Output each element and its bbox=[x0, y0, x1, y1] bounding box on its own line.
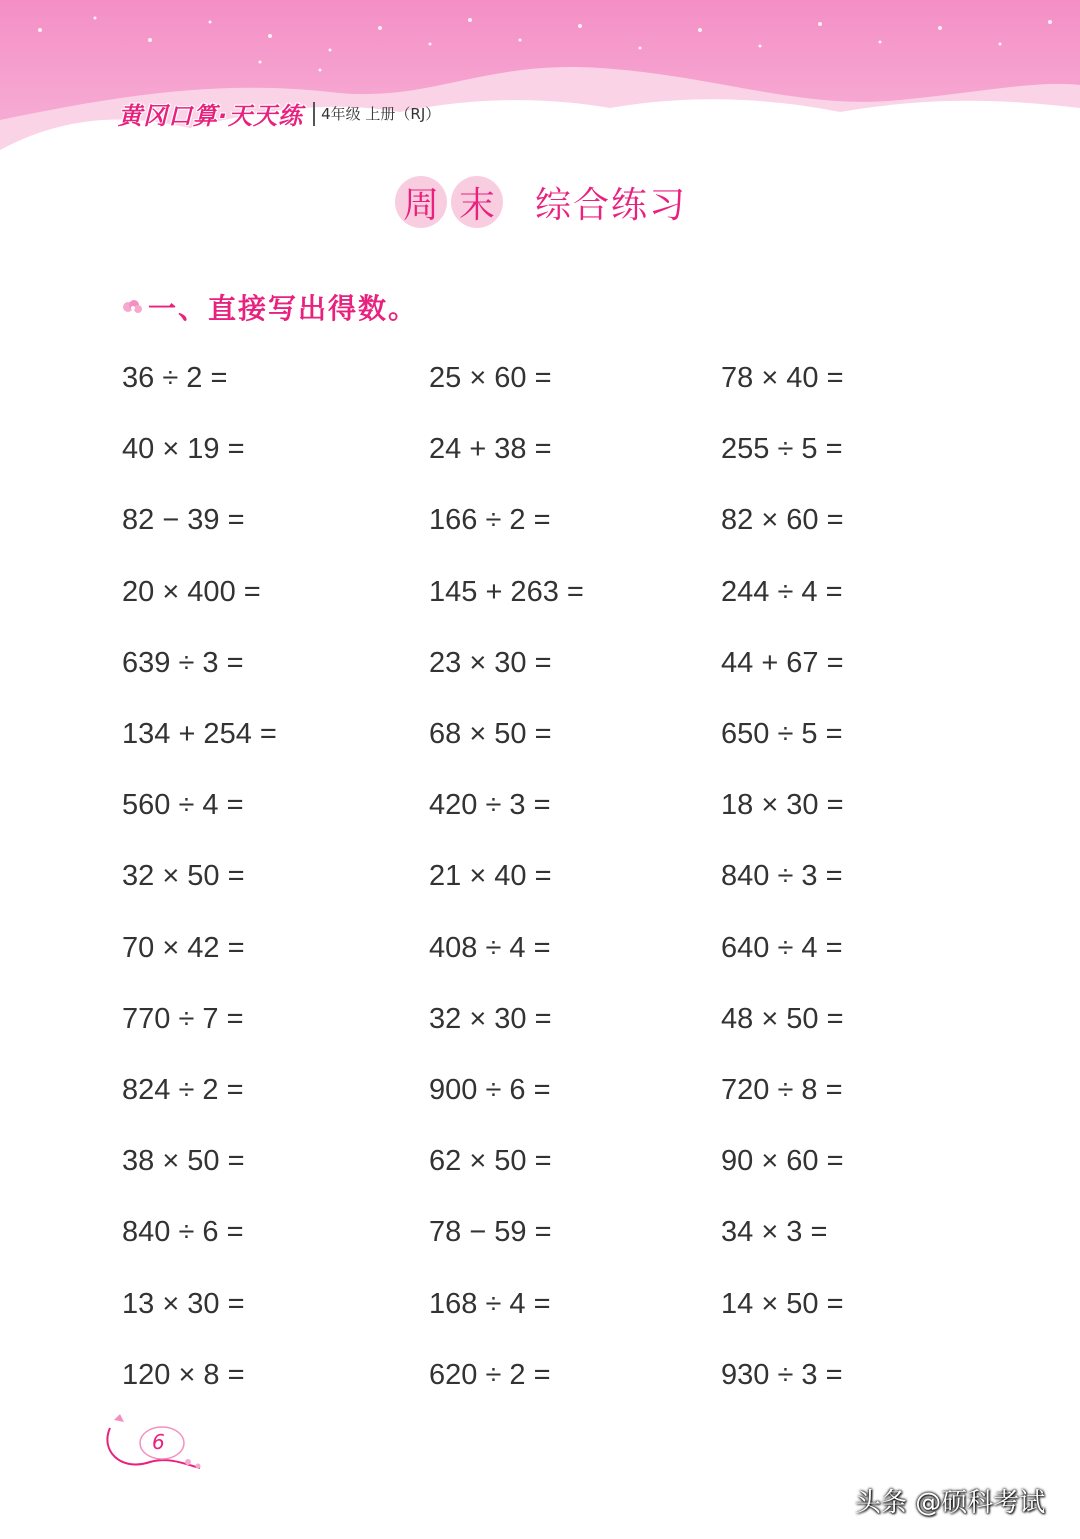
problem-item: 20 × 400 = bbox=[122, 575, 261, 608]
problem-item: 34 × 3 = bbox=[721, 1216, 828, 1249]
watermark: 头条 @硕科考试 bbox=[855, 1488, 1046, 1518]
problem-item: 78 × 40 = bbox=[721, 362, 844, 394]
problem-item: 145 + 263 = bbox=[429, 575, 584, 608]
brand-name: 黄冈口算·天天练 bbox=[118, 102, 304, 130]
problem-item: 244 ÷ 4 = bbox=[721, 575, 843, 608]
problem-item: 24 + 38 = bbox=[429, 433, 552, 466]
problem-item: 650 ÷ 5 = bbox=[721, 718, 843, 750]
problem-item: 770 ÷ 7 = bbox=[122, 1002, 244, 1035]
problem-item: 70 × 42 = bbox=[122, 931, 245, 964]
problem-item: 620 ÷ 2 = bbox=[429, 1358, 551, 1391]
problem-item: 168 ÷ 4 = bbox=[429, 1287, 551, 1320]
problem-item: 166 ÷ 2 = bbox=[429, 504, 551, 537]
problem-item: 930 ÷ 3 = bbox=[721, 1358, 843, 1391]
problem-item: 560 ÷ 4 = bbox=[122, 789, 244, 822]
problem-item: 48 × 50 = bbox=[721, 1002, 844, 1035]
title-badge-1: 周 bbox=[395, 176, 447, 228]
problem-item: 720 ÷ 8 = bbox=[721, 1074, 843, 1106]
problem-item: 36 ÷ 2 = bbox=[122, 362, 228, 394]
problem-item: 82 × 60 = bbox=[721, 504, 844, 537]
problem-item: 21 × 40 = bbox=[429, 860, 552, 893]
problem-item: 40 × 19 = bbox=[122, 433, 245, 466]
section-heading-text: 一、直接写出得数。 bbox=[148, 292, 419, 325]
title-badge-2: 末 bbox=[451, 176, 503, 228]
problem-item: 840 ÷ 6 = bbox=[122, 1216, 244, 1249]
problem-item: 420 ÷ 3 = bbox=[429, 789, 551, 822]
problem-item: 90 × 60 = bbox=[721, 1145, 844, 1178]
problem-item: 32 × 30 = bbox=[429, 1002, 552, 1035]
problem-item: 32 × 50 = bbox=[122, 860, 245, 893]
problem-item: 18 × 30 = bbox=[721, 789, 844, 822]
problem-item: 640 ÷ 4 = bbox=[721, 931, 843, 964]
problem-item: 134 + 254 = bbox=[122, 718, 277, 750]
title-main: 综合练习 bbox=[535, 184, 688, 226]
grade-label: 4年级 上册（RJ） bbox=[321, 105, 441, 123]
problem-item: 840 ÷ 3 = bbox=[721, 860, 843, 893]
problem-item: 408 ÷ 4 = bbox=[429, 931, 551, 964]
problem-item: 13 × 30 = bbox=[122, 1287, 245, 1320]
page-number: 6 bbox=[152, 1430, 165, 1454]
problem-item: 824 ÷ 2 = bbox=[122, 1074, 244, 1106]
problem-item: 120 × 8 = bbox=[122, 1358, 245, 1391]
problem-item: 68 × 50 = bbox=[429, 718, 552, 750]
problem-item: 14 × 50 = bbox=[721, 1287, 844, 1320]
problem-item: 62 × 50 = bbox=[429, 1145, 552, 1178]
problem-item: 82 − 39 = bbox=[122, 504, 245, 537]
problem-item: 38 × 50 = bbox=[122, 1145, 245, 1178]
problem-item: 44 + 67 = bbox=[721, 646, 844, 679]
problem-item: 900 ÷ 6 = bbox=[429, 1074, 551, 1106]
problem-item: 25 × 60 = bbox=[429, 362, 552, 394]
problem-item: 255 ÷ 5 = bbox=[721, 433, 843, 466]
problem-item: 23 × 30 = bbox=[429, 646, 552, 679]
problem-item: 639 ÷ 3 = bbox=[122, 646, 244, 679]
problem-item: 78 − 59 = bbox=[429, 1216, 552, 1249]
